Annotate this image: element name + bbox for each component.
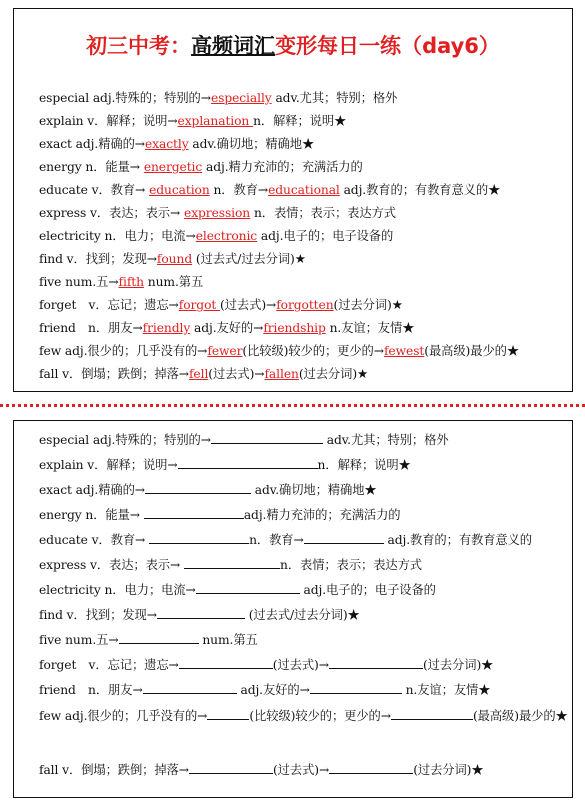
answer-blank[interactable] (178, 457, 318, 469)
row-text: (过去式/过去分词)★ (192, 252, 306, 266)
answer-word: exactly (145, 137, 189, 151)
row-text: fall v．倒塌；跌倒；掉落→ (39, 763, 189, 777)
row-text: (过去分词)★ (298, 367, 368, 381)
row-text: adv.确切地；精确地★ (188, 137, 315, 151)
answer-blank[interactable] (144, 507, 244, 519)
answer-word: friendly (142, 321, 191, 335)
answer-blank[interactable] (145, 482, 251, 494)
title-part-2: 高频词汇 (191, 34, 276, 58)
row-text: (过去式)→ (208, 367, 265, 381)
row-text: adj.教育的；有教育意义的★ (339, 183, 501, 197)
answer-blank[interactable] (196, 582, 300, 594)
answer-row (39, 366, 568, 382)
exercise-row (39, 557, 568, 573)
answer-word: energetic (143, 160, 203, 174)
answer-row (39, 136, 568, 152)
answer-word: educational (268, 183, 340, 197)
row-text: friend n．朋友→ (39, 683, 143, 697)
answer-blank[interactable] (329, 657, 423, 669)
row-text: fall v．倒塌；跌倒；掉落→ (39, 367, 189, 381)
row-text: energy n．能量→ (39, 508, 144, 522)
row-text: energy n．能量→ (39, 160, 144, 174)
row-text: n．解释；说明★ (317, 458, 411, 472)
row-text: educate v．教育→ (39, 533, 150, 547)
exercise-row (39, 457, 568, 473)
answer-blank[interactable] (207, 708, 249, 720)
row-text: (过去式)→ (220, 298, 277, 312)
row-text: express v．表达；表示→ (39, 558, 185, 572)
row-text: (过去式)→ (272, 658, 329, 672)
row-text: adj.精力充沛的；充满活力的 (202, 160, 363, 174)
row-text: express v．表达；表示→ (39, 206, 185, 220)
answer-row (39, 320, 568, 336)
answer-blank[interactable] (211, 432, 323, 444)
answer-blank[interactable] (119, 632, 199, 644)
title-part-5: ） (478, 34, 500, 58)
answer-blank[interactable] (143, 682, 237, 694)
page-title (14, 33, 572, 59)
answer-blank[interactable] (310, 682, 402, 694)
dotted-separator (0, 404, 585, 407)
answer-word: education (149, 183, 210, 197)
row-text: educate v．教育→ (39, 183, 150, 197)
row-text: n．教育→ (249, 533, 304, 547)
row-text: num.第五 (143, 275, 204, 289)
answer-row (39, 182, 568, 198)
row-text: n.友谊；友情★ (325, 321, 415, 335)
answer-row (39, 343, 568, 359)
answer-word: friendship (263, 321, 326, 335)
answer-blank[interactable] (391, 708, 473, 720)
title-part-1: 初三中考： (86, 34, 192, 58)
answer-word: forgotten (276, 298, 334, 312)
answer-row (39, 297, 568, 313)
row-text: (过去分词)★ (333, 298, 403, 312)
row-text: (比较级)较少的；更少的→ (249, 709, 391, 723)
row-text: n.友谊；友情★ (401, 683, 491, 697)
row-text: adj.友好的→ (190, 321, 264, 335)
answer-word: forgot (178, 298, 221, 312)
exercise-row (39, 762, 568, 778)
row-text: find v．找到；发现→ (39, 608, 157, 622)
row-text: especial adj.特殊的；特别的→ (39, 433, 211, 447)
row-text: forget v．忘记；遗忘→ (39, 298, 179, 312)
answer-blank[interactable] (157, 607, 245, 619)
answer-blank[interactable] (179, 657, 273, 669)
row-text: explain v．解释；说明→ (39, 114, 178, 128)
row-text: adj.电子的；电子设备的 (299, 583, 436, 597)
answer-word: expression (184, 206, 251, 220)
row-text: adv.尤其；特别；格外 (271, 91, 398, 105)
answer-row (39, 113, 568, 129)
title-part-3: 变形每日一练（ (275, 34, 423, 58)
row-text: (过去分词)★ (422, 658, 494, 672)
answer-blank[interactable] (149, 532, 249, 544)
row-text: forget v．忘记；遗忘→ (39, 658, 179, 672)
row-text: five num.五→ (39, 633, 119, 647)
answer-row (39, 90, 568, 106)
row-text: (过去分词)★ (413, 763, 484, 777)
row-text: num.第五 (198, 633, 258, 647)
answer-blank[interactable] (189, 762, 273, 774)
title-part-4: day6 (422, 34, 479, 58)
answer-blank[interactable] (184, 557, 280, 569)
row-text: n．教育→ (209, 183, 269, 197)
exercise-box (13, 420, 573, 798)
answer-word: found (156, 252, 193, 266)
answer-box (13, 8, 573, 392)
row-text: exact adj.精确的→ (39, 483, 145, 497)
row-text: electricity n．电力；电流→ (39, 229, 196, 243)
row-text: (过去式/过去分词)★ (244, 608, 360, 622)
row-text: (最高级)最少的★ (472, 709, 568, 723)
row-text: five num.五→ (39, 275, 119, 289)
row-text: n．表情；表示；表达方式 (250, 206, 396, 220)
row-text: adv.尤其；特别；格外 (322, 433, 449, 447)
exercise-row (39, 432, 568, 448)
row-text: find v．找到；发现→ (39, 252, 157, 266)
answer-blank[interactable] (329, 762, 413, 774)
exercise-row (39, 582, 568, 598)
row-text: (比较级)较少的；更少的→ (242, 344, 384, 358)
row-text: adv.确切地；精确地★ (251, 483, 377, 497)
exercise-row (39, 507, 568, 523)
row-text: friend n．朋友→ (39, 321, 143, 335)
answer-word: fifth (118, 275, 144, 289)
row-text: (过去式)→ (272, 763, 330, 777)
answer-word: fewest (383, 344, 425, 358)
answer-row (39, 251, 568, 267)
row-text: adj.友好的→ (236, 683, 310, 697)
answer-word: fell (188, 367, 209, 381)
row-text: adj.电子的；电子设备的 (257, 229, 394, 243)
row-text: few adj.很少的；几乎没有的→ (39, 709, 208, 723)
exercise-row (39, 705, 568, 727)
row-text: adj.精力充沛的；充满活力的 (243, 508, 401, 522)
exercise-row (39, 607, 568, 623)
row-text: (最高级)最少的★ (424, 344, 520, 358)
exercise-row (39, 632, 568, 648)
answer-word: especially (210, 91, 272, 105)
answer-blank[interactable] (304, 532, 384, 544)
exercise-row (39, 682, 568, 698)
answer-word: fewer (207, 344, 243, 358)
row-text: adj.教育的；有教育意义的 (383, 533, 533, 547)
row-text: exact adj.精确的→ (39, 137, 145, 151)
answer-row (39, 159, 568, 175)
answer-word: fallen (264, 367, 299, 381)
answer-word: explanation (177, 114, 254, 128)
row-text: n．表情；表示；表达方式 (280, 558, 423, 572)
answer-row (39, 205, 568, 221)
answer-word: electronic (195, 229, 258, 243)
answer-row (39, 274, 568, 290)
row-text: especial adj.特殊的；特别的→ (39, 91, 211, 105)
row-text: few adj.很少的；几乎没有的→ (39, 344, 208, 358)
row-text: electricity n．电力；电流→ (39, 583, 196, 597)
exercise-row (39, 657, 568, 673)
exercise-row (39, 532, 568, 548)
exercise-row (39, 482, 568, 498)
answer-row (39, 228, 568, 244)
row-text: n．解释；说明★ (253, 114, 347, 128)
row-text: explain v．解释；说明→ (39, 458, 178, 472)
